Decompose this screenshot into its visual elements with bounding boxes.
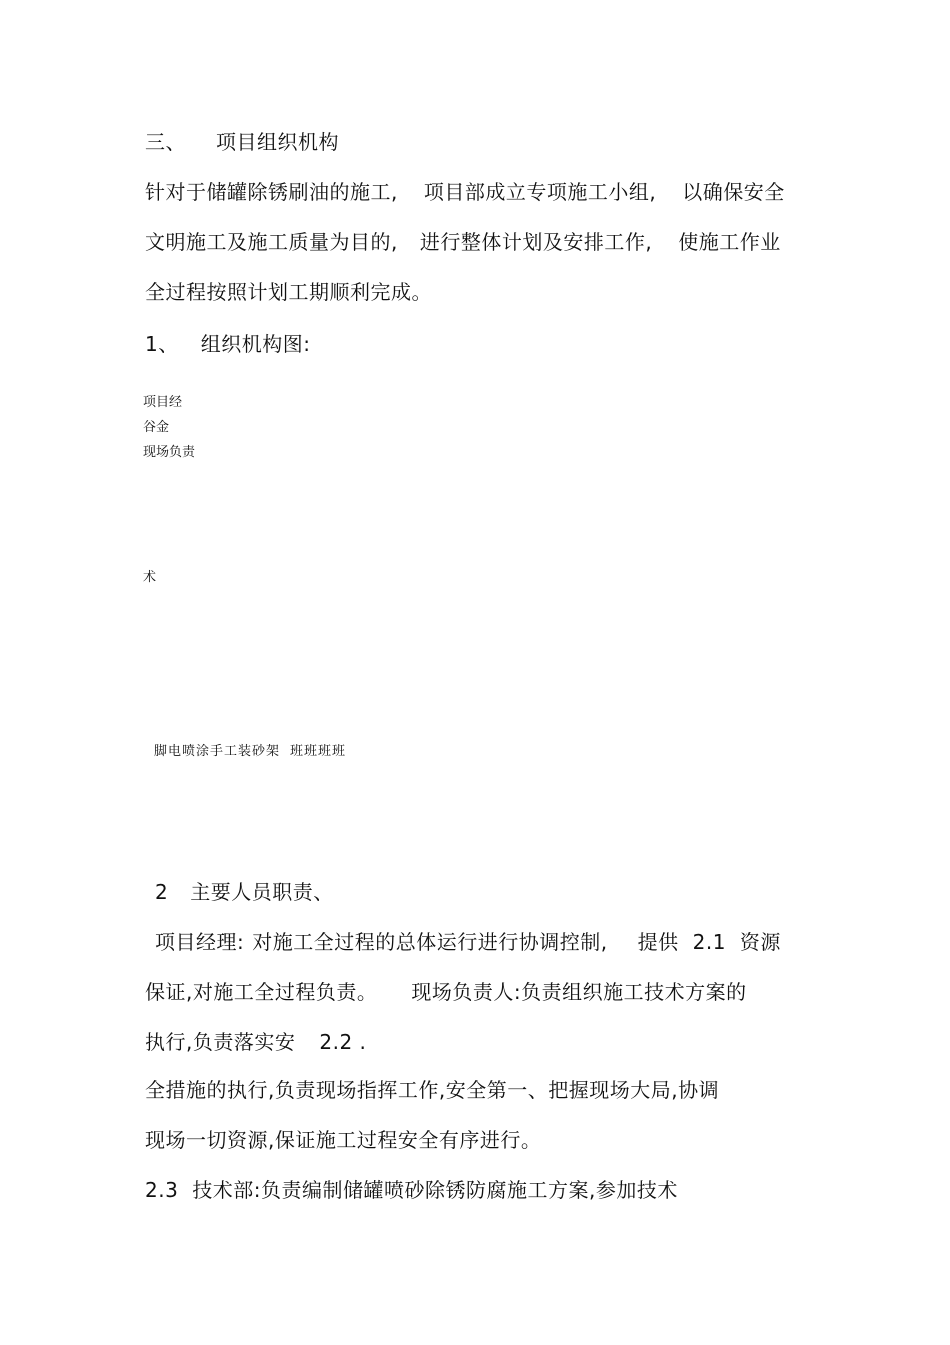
text-run: 全措施的执行,负责现场指挥工作,安全第一、把握现场大局,协调 [145, 1078, 720, 1102]
clause-number: 2.2 . [319, 1030, 367, 1054]
text-run: 项目经理: [155, 930, 245, 954]
paragraph-line [145, 180, 785, 204]
clause-number: 2.1 [692, 930, 726, 954]
paragraph-line [145, 1030, 366, 1054]
paragraph-line [145, 980, 747, 1004]
text-run: 技术部:负责编制储罐喷砂除锈防腐施工方案,参加技术 [192, 1178, 678, 1202]
text-run: 使施工作业 [678, 230, 781, 254]
team-suffix-labels: 班班班班 [290, 744, 347, 759]
subsection-number: 1、 [145, 332, 179, 356]
org-chart-label: 谷金 [143, 420, 170, 435]
text-run: 进行整体计划及安排工作, [419, 230, 653, 254]
text-run: 文明施工及施工质量为目的, [145, 230, 398, 254]
paragraph-line [145, 1178, 678, 1202]
section-title: 主要人员职责、 [190, 880, 334, 904]
section-heading [145, 130, 339, 154]
text-run: 执行,负责落实安 [145, 1030, 296, 1054]
text-run: 对施工全过程的总体运行进行协调控制, [252, 930, 608, 954]
org-chart-label: 项目经 [143, 395, 183, 410]
paragraph-line [145, 280, 432, 304]
clause-number: 2.3 [145, 1178, 179, 1202]
subsection-title: 组织机构图: [200, 332, 311, 356]
paragraph-line [145, 1078, 719, 1102]
text-run: 资源 [739, 930, 781, 954]
paragraph-line [155, 930, 781, 954]
text-run: 保证,对施工全过程负责。 [145, 980, 378, 1004]
team-labels: 脚电喷涂手工装砂架 [154, 744, 281, 759]
text-run: 全过程按照计划工期顺利完成。 [145, 280, 432, 304]
text-run: 以确保安全 [682, 180, 785, 204]
subsection-heading [145, 332, 310, 356]
text-run: 针对于储罐除锈刷油的施工, [145, 180, 398, 204]
text-run: 项目部成立专项施工小组, [423, 180, 657, 204]
section-title: 项目组织机构 [216, 130, 339, 154]
paragraph-line [145, 230, 781, 254]
org-chart-label: 术 [143, 570, 157, 585]
org-chart-label [154, 744, 346, 760]
section-number: 2 [155, 880, 169, 904]
text-run: 提供 [637, 930, 679, 954]
section-heading [155, 880, 334, 904]
text-run: 现场一切资源,保证施工过程安全有序进行。 [145, 1128, 542, 1152]
section-number: 三、 [145, 130, 186, 154]
org-chart-label: 现场负责 [143, 445, 196, 460]
text-run: 现场负责人:负责组织施工技术方案的 [411, 980, 747, 1004]
paragraph-line [145, 1128, 541, 1152]
